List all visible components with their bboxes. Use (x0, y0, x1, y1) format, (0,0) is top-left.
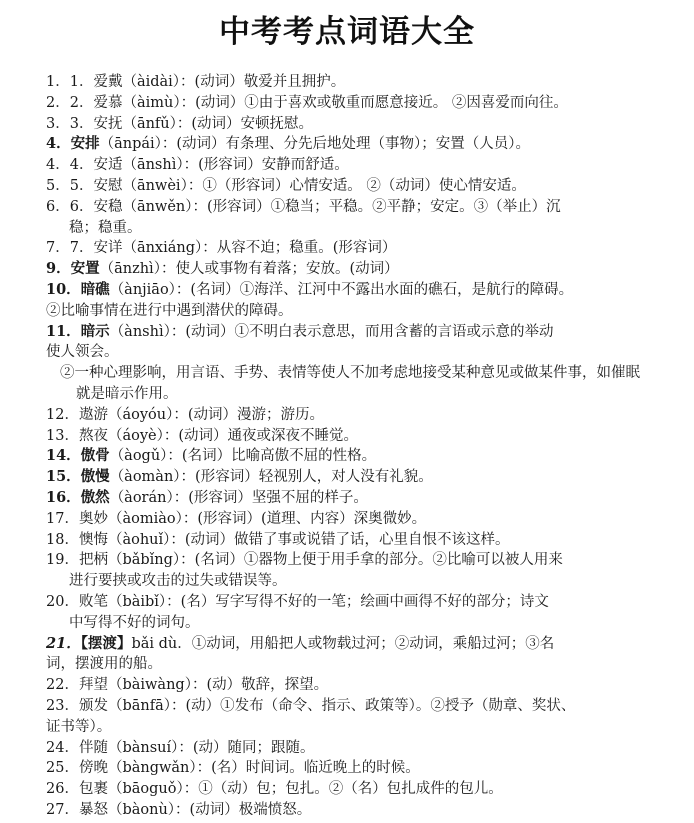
entry-line: 20．败笔（bàibǐ）：(名）写字写得不好的一笔；绘画中画得不好的部分；诗文 (46, 593, 549, 610)
entry-item (46, 738, 654, 759)
entry-definition: （ānpái）：(动词）有条理、分先后地处理（事物）；安置（人员）。 (99, 136, 531, 153)
entry-item (46, 779, 654, 800)
entry-line: 19．把柄（bǎbǐng）：(名词）①器物上便于用手拿的部分。②比喻可以被人用来 (46, 552, 563, 569)
entry-item (46, 134, 654, 155)
entry-continuation: 进行要挟或攻击的过失或错误等。 (69, 573, 287, 590)
entry-line: 7．7．安详（ānxiáng）：从容不迫；稳重。(形容词） (46, 240, 397, 257)
entry-continuation: 使人领会。 (46, 344, 119, 361)
entry-item (46, 550, 654, 592)
entry-continuation: 词，摆渡用的船。 (46, 656, 162, 673)
entry-headword: 安排 (70, 135, 100, 153)
entry-item (46, 758, 654, 779)
entry-line: 18．懊悔（àohuǐ）：(动词）做错了事或说错了话，心里自恨不该这样。 (46, 531, 510, 548)
entry-line: 12．遨游（áoyóu）：(动词）漫游；游历。 (46, 406, 324, 423)
entry-definition: （àomàn）：(形容词）轻视别人，对人没有礼貌。 (109, 469, 433, 486)
entry-list (46, 72, 654, 821)
entry-item (46, 176, 654, 197)
entry-headword: 安置 (70, 260, 100, 278)
entry-line: 3．3．安抚（ānfǔ）：(动词）安顿抚慰。 (46, 115, 314, 132)
entry-item (46, 446, 654, 467)
entry-number: 15． (46, 468, 81, 486)
entry-number: 11． (46, 322, 81, 340)
entry-number: 14． (46, 447, 81, 465)
entry-item (46, 696, 654, 738)
entry-headword: 傲然 (80, 488, 110, 506)
entry-continuation: 证书等）。 (46, 718, 112, 735)
entry-number: 21． (46, 634, 81, 652)
entry-item (46, 197, 654, 239)
entry-line: 5．5．安慰（ānwèi）：①（形容词）心情安适。 ②（动词）使心情安适。 (46, 177, 526, 194)
entry-line: 6．6．安稳（ānwěn）：(形容词）①稳当；平稳。②平静；安定。③（举止）沉 (46, 198, 561, 215)
entry-item (46, 259, 654, 280)
entry-headword: 暗示 (80, 322, 110, 340)
entry-headword: 暗礁 (80, 280, 110, 298)
entry-item (46, 467, 654, 488)
entry-item (46, 530, 654, 551)
entry-headword: 傲骨 (80, 447, 110, 465)
page-title: 中考考点词语大全 (219, 14, 475, 50)
entry-item (46, 238, 654, 259)
entry-item (46, 509, 654, 530)
entry-item (46, 155, 654, 176)
entry-line: 1．1．爱戴（àidài）：(动词）敬爱并且拥护。 (46, 74, 346, 90)
entry-line: 13．熬夜（áoyè）：(动词）通夜或深夜不睡觉。 (46, 427, 359, 444)
entry-line: 22．拜望（bàiwàng）：(动）敬辞，探望。 (46, 677, 329, 694)
entry-definition: （ànshì）：(动词）①不明白表示意思，而用含蓄的言语或示意的举动 (109, 323, 554, 340)
entry-definition: （àogǔ）：(名词）比喻高傲不屈的性格。 (109, 448, 377, 465)
entry-definition: （ànjiāo）：(名词）①海洋、江河中不露出水面的礁石，是航行的障碍。 (109, 281, 574, 298)
entry-line: 2．2．爱慕（àimù）：(动词）①由于喜欢或敬重而愿意接近。 ②因喜爱而向往。 (46, 94, 568, 111)
entry-continuation: 稳；稳重。 (69, 219, 142, 236)
entry-line: 27．暴怒（bàonù）：(动词）极端愤怒。 (46, 801, 312, 818)
entry-headword: 【摆渡】 (80, 634, 132, 652)
entry-item (46, 93, 654, 114)
entry-line: 23．颁发（bānfā）：(动）①发布（命令、指示、政策等）。②授予（勋章、奖状、 (46, 697, 576, 714)
entry-line: 17．奥妙（àomiào）：(形容词）(道理、内容）深奥微妙。 (46, 510, 427, 527)
entry-line: 26．包裹（bāoguǒ）：①（动）包；包扎。②（名）包扎成件的包儿。 (46, 781, 503, 798)
entry-definition: bǎi dù．①动词，用船把人或物载过河；②动词，乘船过河；③名 (131, 635, 555, 652)
entry-item (46, 114, 654, 135)
entry-number: 16． (46, 488, 81, 506)
entry-headword: 傲慢 (80, 468, 110, 486)
entry-sub-definition: ②一种心理影响，用言语、手势、表情等使人不加考虑地接受某种意见或做某件事，如催眠就是暗示作用。 (60, 365, 640, 402)
entry-line: 4．4．安适（ānshì）：(形容词）安静而舒适。 (46, 157, 349, 174)
entry-continuation: ②比喻事情在进行中遇到潜伏的障碍。 (46, 302, 293, 319)
entry-item (46, 488, 654, 509)
entry-definition: （ānzhì）：使人或事物有着落；安放。(动词） (99, 261, 399, 278)
entry-item (46, 280, 654, 322)
entry-item (46, 322, 654, 405)
entry-number: 9． (46, 260, 71, 278)
entry-item (46, 405, 654, 426)
entry-item (46, 72, 654, 93)
entry-item (46, 634, 654, 676)
entry-continuation: 中写得不好的词句。 (69, 614, 200, 631)
entry-line: 25．傍晚（bàngwǎn）：(名）时间词。临近晚上的时候。 (46, 760, 420, 777)
entry-definition: （àorán）：(形容词）坚强不屈的样子。 (109, 489, 368, 506)
entry-number: 10． (46, 280, 81, 298)
entry-item (46, 426, 654, 447)
entry-item (46, 800, 654, 821)
entry-number: 4． (46, 135, 71, 153)
entry-item (46, 675, 654, 696)
entry-item (46, 592, 654, 634)
entry-line: 24．伴随（bànsuí）：(动）随同；跟随。 (46, 739, 315, 756)
